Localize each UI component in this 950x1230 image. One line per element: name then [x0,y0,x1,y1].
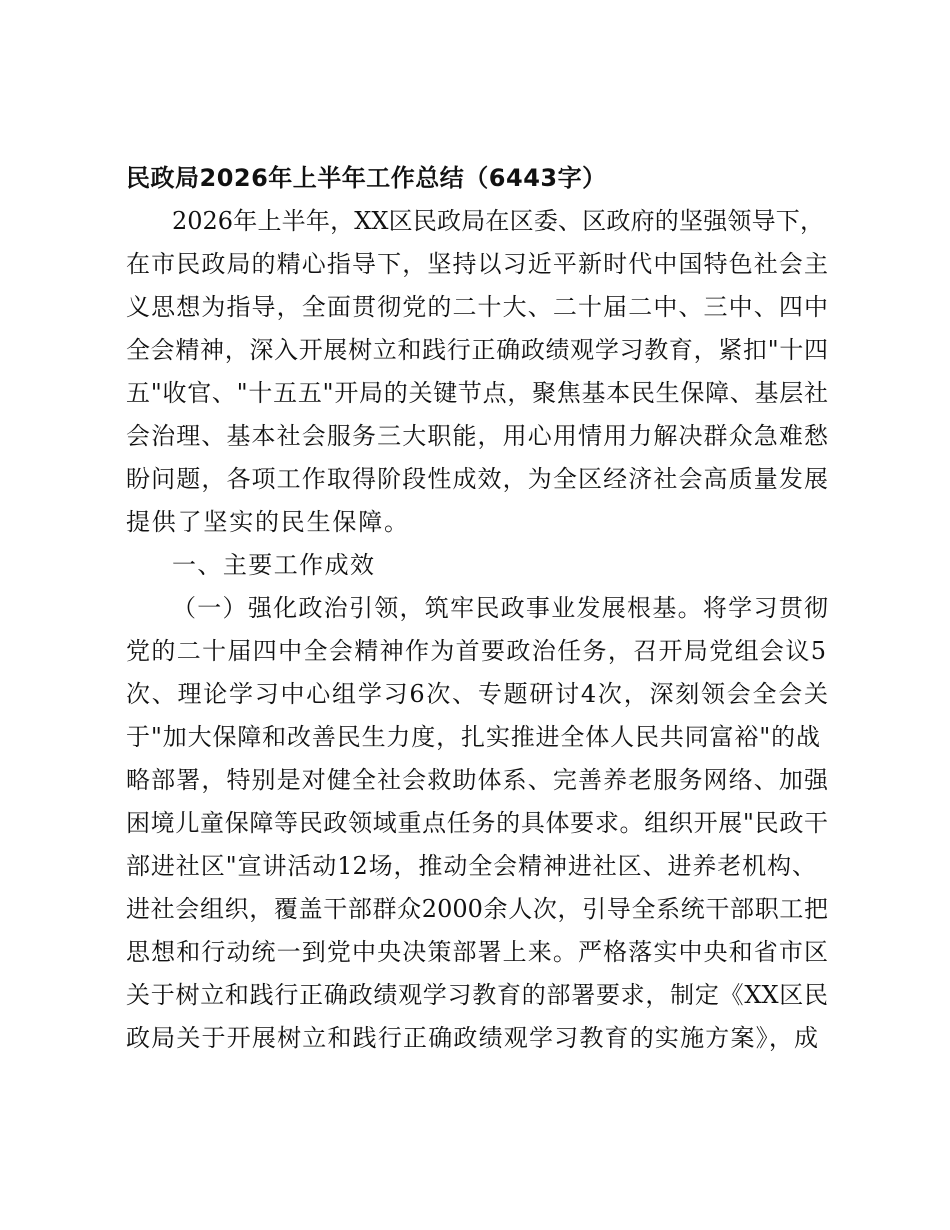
line-text: 会治理、基本社会服务三大职能，用心用情用力解决群众急难愁 [126,422,828,450]
line-text: 困境儿童保障等民政领域重点任务的具体要求。组织开展"民政干 [126,809,828,837]
paragraph-line [0,932,950,972]
line-text: 全会精神，深入开展树立和践行正确政绩观学习教育，紧扣"十四 [126,336,828,364]
line-text: 部进社区"宣讲活动12场，推动全会精神进社区、进养老机构、 [126,852,816,880]
line-text: 关于树立和践行正确政绩观学习教育的部署要求，制定《XX区民 [126,981,828,1009]
paragraph-line [0,674,950,714]
line-text: 一、主要工作成效 [172,551,374,579]
line-text: 在市民政局的精心指导下，坚持以习近平新时代中国特色社会主 [126,250,828,278]
line-text: 思想和行动统一到党中央决策部署上来。严格落实中央和省市区 [126,938,828,966]
paragraph-line [0,1018,950,1058]
paragraph-line [0,373,950,413]
line-text: 进社会组织，覆盖干部群众2000余人次，引导全系统干部职工把 [126,895,828,923]
line-text: 政局关于开展树立和践行正确政绩观学习教育的实施方案》，成 [126,1024,818,1052]
line-text: 五"收官、"十五五"开局的关键节点，聚焦基本民生保障、基层社 [126,379,828,407]
paragraph-line [0,416,950,456]
paragraph-line [0,502,950,542]
paragraph-line [0,244,950,284]
paragraph-line [0,330,950,370]
paragraph-line [0,717,950,757]
line-text: 2026年上半年，XX区民政局在区委、区政府的坚强领导下， [172,207,824,235]
document-title: 民政局2026年上半年工作总结（6443字） [126,164,607,192]
paragraph-line [0,287,950,327]
line-text: 于"加大保障和改善民生力度，扎实推进全体人民共同富裕"的战 [126,723,820,751]
line-text: 次、理论学习中心组学习6次、专题研讨4次，深刻领会全会关 [126,680,828,708]
paragraph-line [0,459,950,499]
line-text: 提供了坚实的民生保障。 [126,508,408,536]
paragraph-line [0,760,950,800]
paragraph-line [0,803,950,843]
paragraph-line [0,975,950,1015]
line-text: 略部署，特别是对健全社会救助体系、完善养老服务网络、加强 [126,766,828,794]
line-text: （一）强化政治引领，筑牢民政事业发展根基。将学习贯彻 [172,594,828,622]
line-text: 盼问题，各项工作取得阶段性成效，为全区经济社会高质量发展 [126,465,828,493]
paragraph-line [0,588,950,628]
section-heading [0,545,950,585]
line-text: 义思想为指导，全面贯彻党的二十大、二十届二中、三中、四中 [126,293,828,321]
paragraph-line [0,889,950,929]
line-text: 党的二十届四中全会精神作为首要政治任务，召开局党组会议5 [126,637,826,665]
paragraph-line [0,846,950,886]
paragraph-line [0,631,950,671]
paragraph-line [0,201,950,241]
